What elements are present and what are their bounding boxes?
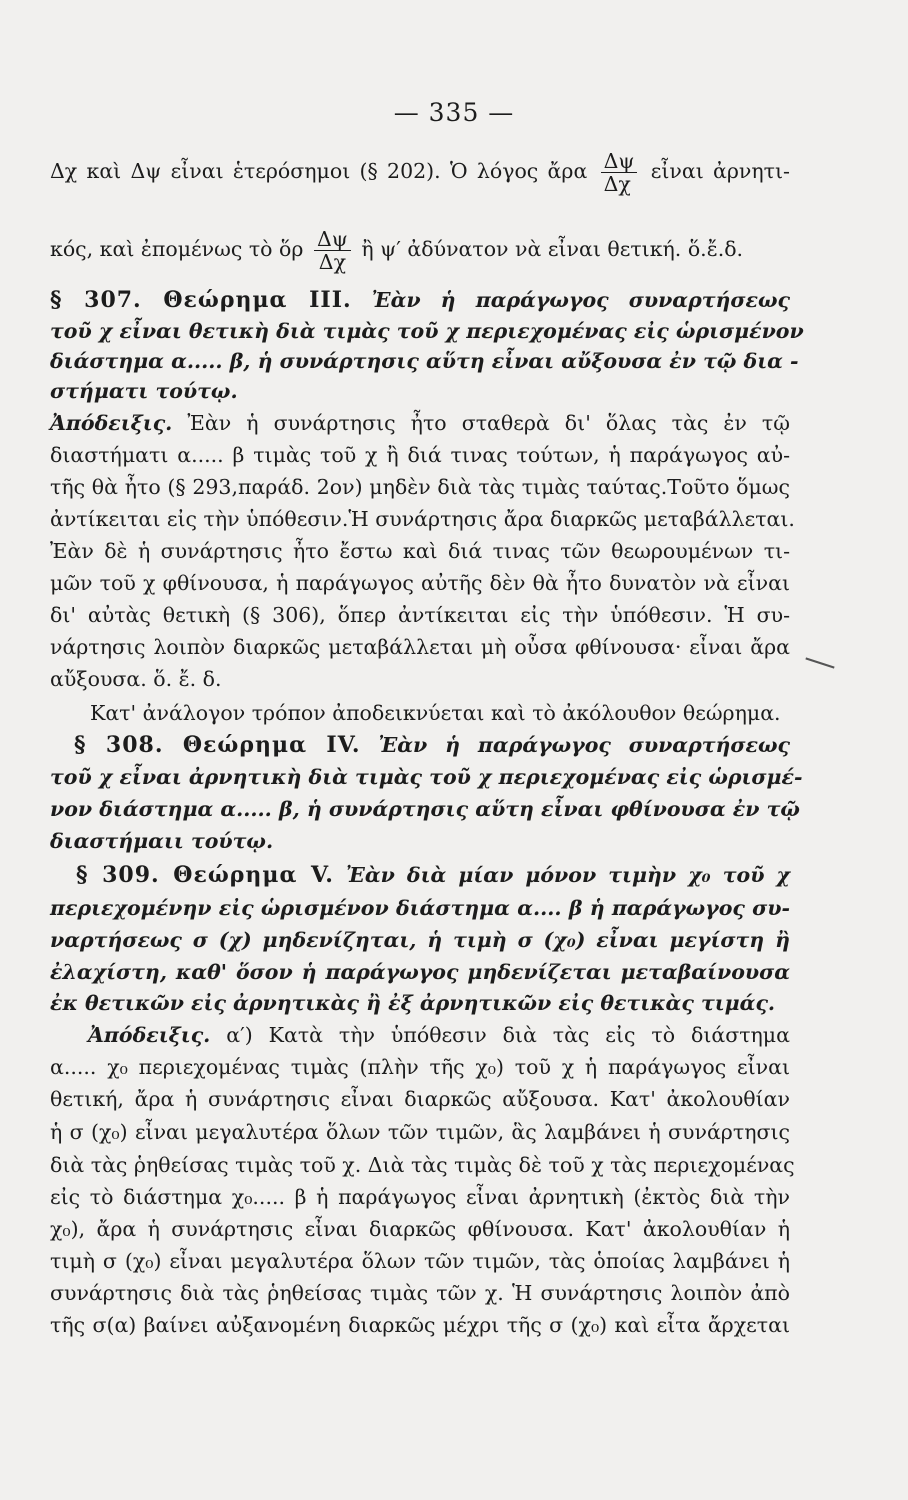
text-line: τῆς θὰ ἦτο (§ 293,παράδ. 2ον) μηδὲν διὰ τὰς τιμὰς ταύτας.Τοῦτο ὅμως: [50, 475, 790, 499]
page-number: — 335 —: [393, 98, 515, 127]
text-line: χ₀), ἄρα ἡ συνάρτησις εἶναι διαρκῶς φθίνουσα. Κατ' ἀκολουθίαν ἡ: [50, 1217, 790, 1241]
text-line: δι' αὐτὰς θετικὴ (§ 306), ὅπερ ἀντίκειται εἰς τὴν ὑπόθεσιν. Ἡ συ-: [50, 603, 790, 627]
text-line: εἰς τὸ διάστημα χ₀..... β ἡ παράγωγος εἶναι ἀρνητικὴ (ἐκτὸς διὰ τὴν: [50, 1185, 790, 1209]
text-segment: κός, καὶ ἐπομένως τὸ ὅρ: [50, 237, 304, 261]
fraction-numerator: Δψ: [601, 150, 638, 173]
theorem-text: Ἐὰν ἡ παράγωγος συναρτήσεως: [371, 288, 790, 312]
text-segment: ἢ ψ′ ἀδύνατον νὰ εἶναι θετική. ὅ.ἔ.δ.: [361, 237, 744, 261]
theorem-line: διαστήμαιι τούτῳ.: [50, 829, 274, 853]
text-segment: Δχ καὶ Δψ εἶναι ἑτερόσημοι (§ 202). Ὁ λόγος ἄρα: [50, 159, 588, 183]
text-line: Ἐὰν δὲ ἡ συνάρτησις ἦτο ἔστω καὶ διά τινας τῶν θεωρουμένων τι-: [50, 539, 790, 563]
text-line: [50, 150, 790, 195]
section-label: § 309. Θεώρημα V.: [76, 862, 334, 888]
theorem-text: Ἐὰν ἡ παράγωγος συναρτήσεως: [378, 733, 790, 757]
theorem-line: διάστημα α..... β, ἡ συνάρτησις αὕτη εἶναι αὔξουσα ἐν τῷ δια -: [50, 349, 799, 373]
theorem-heading: [50, 285, 790, 315]
section-label: § 308. Θεώρημα IV.: [74, 732, 361, 758]
theorem-heading: [74, 730, 790, 760]
section-label: § 307. Θεώρημα III.: [50, 287, 352, 313]
text-line: α..... χ₀ περιεχομένας τιμὰς (πλὴν τῆς χ₀) τοῦ χ ἡ παράγωγος εἶναι: [50, 1055, 790, 1079]
text-line: τῆς σ(α) βαίνει αὐξανομένη διαρκῶς μέχρι τῆς σ (χ₀) καὶ εἶτα ἄρχεται: [50, 1313, 790, 1337]
text-line: [88, 1020, 790, 1050]
theorem-line: στήματι τούτῳ.: [50, 379, 238, 403]
proof-label: Ἀπόδειξις.: [50, 411, 173, 435]
theorem-text: Ἐὰν διὰ μίαν μόνον τιμὴν χ₀ τοῦ χ: [346, 863, 791, 887]
text-line: ἡ σ (χ₀) εἶναι μεγαλυτέρα ὅλων τῶν τιμῶν, ἃς λαμβάνει ἡ συνάρτησις: [50, 1120, 790, 1144]
text-segment: Ἐὰν ἡ συνάρτησις ἦτο σταθερὰ δι' ὅλας τὰς ἐν τῷ: [187, 411, 790, 435]
text-segment: α′) Κατὰ τὴν ὑπόθεσιν διὰ τὰς εἰς τὸ διάστημα: [226, 1023, 790, 1047]
text-line: ἀντίκειται εἰς τὴν ὑπόθεσιν.Ἡ συνάρτησις ἄρα διαρκῶς μεταβάλλεται.: [50, 507, 795, 531]
theorem-line: ναρτήσεως σ (χ) μηδενίζηται, ἡ τιμὴ σ (χ₀) εἶναι μεγίστη ἢ: [50, 928, 790, 952]
text-line: νάρτησις λοιπὸν διαρκῶς μεταβάλλεται μὴ οὖσα φθίνουσα· εἶναι ἄρα: [50, 635, 790, 659]
text-line: διὰ τὰς ῥηθείσας τιμὰς τοῦ χ. Διὰ τὰς τιμὰς δὲ τοῦ χ τὰς περιεχομένας: [50, 1153, 795, 1177]
theorem-line: τοῦ χ εἶναι θετικὴ διὰ τιμὰς τοῦ χ περιεχομένας εἰς ὡρισμένον: [50, 319, 804, 343]
text-line: μῶν τοῦ χ φθίνουσα, ἡ παράγωγος αὐτῆς δὲν θὰ ἦτο δυνατὸν νὰ εἶναι: [50, 571, 790, 595]
text-line: [50, 408, 790, 438]
theorem-line: νον διάστημα α..... β, ἡ συνάρτησις αὕτη εἶναι φθίνουσα ἐν τῷ: [50, 797, 800, 821]
margin-mark: [805, 657, 834, 668]
theorem-line: τοῦ χ εἶναι ἀρνητικὴ διὰ τιμὰς τοῦ χ περιεχομένας εἰς ὡρισμέ-: [50, 765, 803, 789]
fraction-numerator: Δψ: [314, 228, 351, 251]
fraction: [314, 228, 351, 273]
fraction-denominator: Δχ: [318, 250, 347, 274]
proof-label: Ἀπόδειξις.: [88, 1023, 211, 1047]
text-line: Κατ' ἀνάλογον τρόπον ἀποδεικνύεται καὶ τὸ ἀκόλουθον θεώρημα.: [90, 701, 781, 725]
text-line: διαστήματι α..... β τιμὰς τοῦ χ ἢ διά τινας τούτων, ἡ παράγωγος αὐ-: [50, 443, 790, 467]
text-line: συνάρτησις διὰ τὰς ῥηθείσας τιμὰς τῶν χ. Ἡ συνάρτησις λοιπὸν ἀπὸ: [50, 1281, 790, 1305]
text-segment: εἶναι ἀρνητι-: [650, 159, 790, 183]
text-line: [50, 228, 790, 273]
theorem-heading: [76, 860, 790, 890]
fraction: [601, 150, 638, 195]
theorem-line: περιεχομένην εἰς ὡρισμένον διάστημα α.... β ἡ παράγωγος συ-: [50, 896, 790, 920]
theorem-line: ἐκ θετικῶν εἰς ἀρνητικὰς ἢ ἐξ ἀρνητικῶν εἰς θετικὰς τιμάς.: [50, 991, 776, 1015]
text-line: τιμὴ σ (χ₀) εἶναι μεγαλυτέρα ὅλων τῶν τιμῶν, τὰς ὁποίας λαμβάνει ἡ: [50, 1249, 790, 1273]
text-line: θετική, ἄρα ἡ συνάρτησις εἶναι διαρκῶς αὔξουσα. Κατ' ἀκολουθίαν: [50, 1087, 790, 1111]
fraction-denominator: Δχ: [603, 172, 631, 196]
text-line: αὔξουσα. ὅ. ἔ. δ.: [50, 667, 222, 691]
theorem-line: ἐλαχίστη, καθ' ὅσον ἡ παράγωγος μηδενίζεται μεταβαίνουσα: [50, 960, 790, 984]
